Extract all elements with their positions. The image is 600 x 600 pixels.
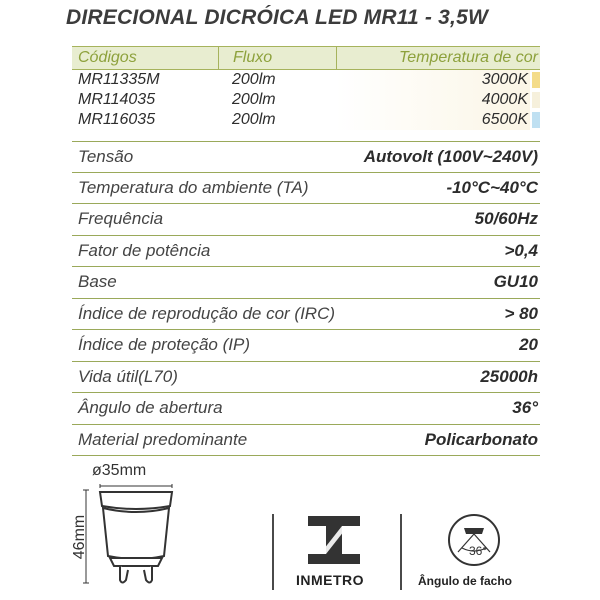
divider [272,514,274,590]
property-row [72,173,540,205]
code-cell: MR114035 [78,91,156,108]
property-row [72,362,540,394]
table-row [72,70,540,90]
code-cell: MR116035 [78,111,156,128]
property-row [72,393,540,425]
color-swatch [532,112,540,128]
property-label: Índice de proteção (IP) [78,335,250,355]
property-row [72,141,540,173]
property-value: -10°C~40°C [446,177,538,197]
height-label: 46mm [71,514,89,560]
property-label: Material predominante [78,429,248,449]
property-row [72,299,540,331]
table-row [72,90,540,110]
property-value: 20 [519,335,538,355]
inmetro-label: INMETRO [296,572,365,588]
property-label: Ângulo de abertura [78,398,223,418]
code-cell: MR11335M [78,71,160,88]
color-swatch [532,72,540,88]
property-value: > 80 [504,303,538,323]
temperature-cell [336,110,540,130]
product-title: DIRECIONAL DICRÓICA LED MR11 - 3,5W [66,6,488,29]
property-row [72,330,540,362]
property-value: GU10 [493,272,538,292]
property-row [72,204,540,236]
beam-angle-caption: Ângulo de facho [418,574,512,588]
header-temperature: Temperatura de cor [336,47,540,69]
dimension-diagram [72,458,192,598]
codes-table-header [72,46,540,70]
properties-table [72,141,540,456]
property-label: Base [78,272,117,292]
property-label: Temperatura do ambiente (TA) [78,177,309,197]
property-value: 50/60Hz [474,209,538,229]
property-label: Vida útil(L70) [78,366,178,386]
temperature-value: 3000K [481,71,528,88]
flux-cell: 200lm [232,91,276,108]
temperature-cell [336,90,540,110]
diameter-label: ø35mm [92,462,147,479]
divider [400,514,402,590]
color-swatch [532,92,540,108]
temperature-value: 6500K [481,111,528,128]
property-label: Índice de reprodução de cor (IRC) [78,303,336,323]
temperature-cell [336,70,540,90]
temperature-value: 4000K [481,91,528,108]
property-value: >0,4 [504,240,538,260]
bulb-drawing [72,458,192,598]
table-row [72,110,540,130]
codes-table [72,46,540,130]
header-codes: Códigos [78,49,137,66]
property-row [72,236,540,268]
property-value: 25000h [480,366,538,386]
property-value: 36° [512,398,538,418]
property-label: Frequência [78,209,164,229]
property-row [72,425,540,457]
beam-angle-value: 36° [469,544,488,558]
beam-angle-icon [440,512,510,568]
flux-cell: 200lm [232,111,276,128]
property-value: Autovolt (100V~240V) [363,146,538,166]
property-label: Tensão [78,146,134,166]
property-value: Policarbonato [424,429,538,449]
header-flux: Fluxo [218,47,336,69]
property-label: Fator de potência [78,240,211,260]
property-row [72,267,540,299]
flux-cell: 200lm [232,71,276,88]
inmetro-logo [304,514,364,566]
